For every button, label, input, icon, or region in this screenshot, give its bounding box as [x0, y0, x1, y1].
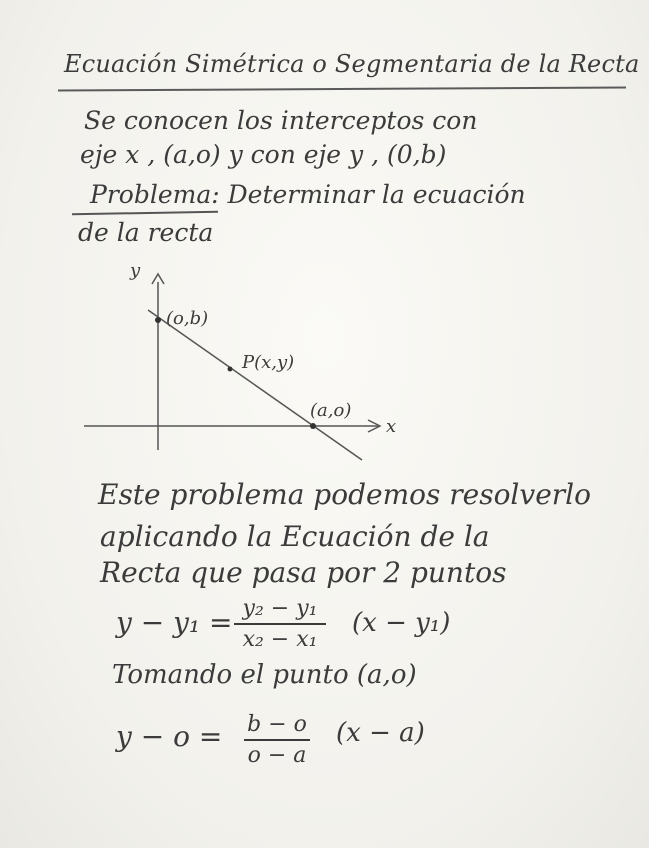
- x-intercept-point: [310, 423, 316, 429]
- formula1-denominator: x₂ − x₁: [242, 626, 318, 652]
- problem-line: [90, 180, 526, 209]
- y-axis-label: y: [130, 260, 141, 281]
- general-point: [228, 367, 233, 372]
- x-intercept-label: (a,o): [310, 400, 352, 421]
- body-line-1: Este problema podemos resolverlo: [98, 478, 591, 511]
- general-point-label: P(x,y): [242, 352, 295, 373]
- line-intercepts-graph: [60, 250, 440, 470]
- formula1-fraction-bar: [234, 623, 326, 625]
- formula1-numerator: y₂ − y₁: [242, 596, 318, 621]
- problem-text: Determinar la ecuación: [227, 180, 526, 209]
- formula2-lhs: y − o =: [116, 720, 223, 753]
- x-axis-label: x: [386, 416, 397, 437]
- formula1-rhs: (x − y₁): [352, 608, 451, 638]
- intro-line-2: eje x , (a,o) y con eje y , (0,b): [80, 140, 447, 169]
- formula2-denominator: o − a: [247, 742, 307, 768]
- formula1-fraction: [234, 596, 326, 652]
- problem-label: Problema:: [90, 180, 220, 209]
- y-intercept-label: (o,b): [166, 308, 209, 329]
- tomando-line: Tomando el punto (a,o): [112, 660, 417, 690]
- intro-line-4: de la recta: [78, 218, 214, 247]
- body-line-3: Recta que pasa por 2 puntos: [100, 556, 507, 589]
- formula2-numerator: b − o: [247, 712, 307, 737]
- formula1-lhs: y − y₁ =: [116, 606, 233, 639]
- body-line-2: aplicando la Ecuación de la: [100, 520, 490, 553]
- page-title: Ecuación Simétrica o Segmentaria de la Recta: [64, 50, 640, 78]
- problem-underline: [72, 211, 218, 215]
- line-through-intercepts: [148, 310, 362, 460]
- y-intercept-point: [155, 317, 161, 323]
- title-underline: [58, 87, 626, 91]
- formula2-rhs: (x − a): [336, 718, 425, 748]
- intro-line-1: Se conocen los interceptos con: [84, 106, 478, 135]
- formula2-fraction-bar: [244, 739, 310, 741]
- formula2-fraction: [244, 712, 310, 768]
